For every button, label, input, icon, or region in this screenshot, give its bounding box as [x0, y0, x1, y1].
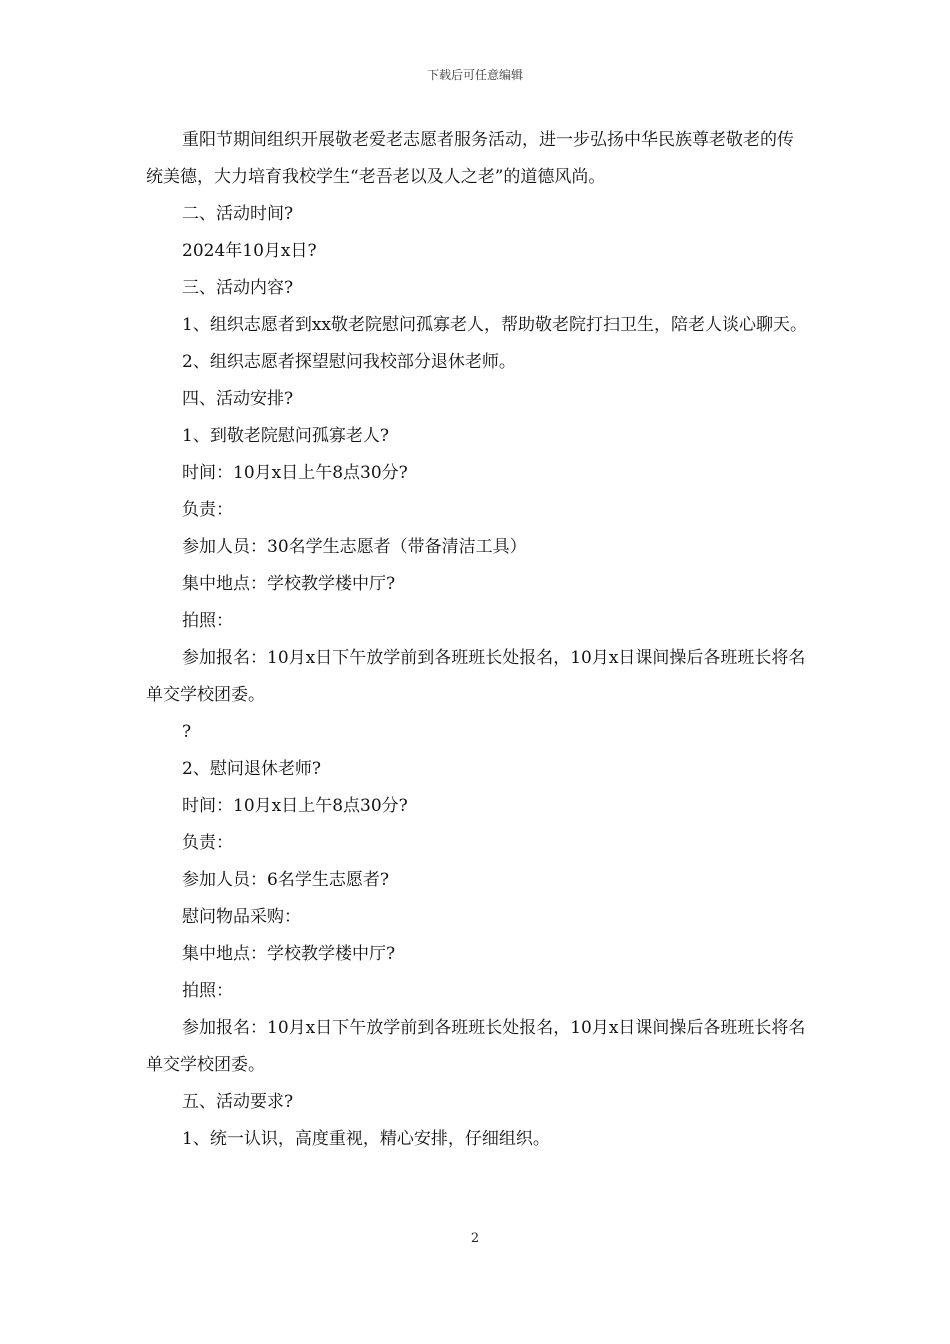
field-participants-1: 参加人员：30名学生志愿者（带备清洁工具） — [182, 537, 527, 557]
field-time-1: 时间：10月x日上午8点30分? — [182, 463, 408, 483]
field-location-1: 集中地点：学校教学楼中厅? — [182, 574, 396, 594]
paragraph-requirement-1: 1、统一认识，高度重视，精心安排，仔细组织。 — [182, 1129, 550, 1149]
field-photo-1: 拍照： — [182, 611, 233, 631]
paragraph-date: 2024年10月x日? — [182, 241, 317, 261]
paragraph-content-1: 1、组织志愿者到xx敬老院慰问孤寡老人，帮助敬老院打扫卫生，陪老人谈心聊天。 — [182, 315, 807, 335]
page-number: 2 — [470, 1231, 480, 1246]
field-photo-2: 拍照： — [182, 981, 233, 1001]
section-heading-content: 三、活动内容? — [182, 278, 294, 298]
page-header: 下载后可任意编辑 — [426, 68, 523, 82]
section-heading-time: 二、活动时间? — [182, 204, 294, 224]
subheading-retired-teachers: 2、慰问退休老师? — [182, 759, 321, 779]
section-heading-requirements: 五、活动要求? — [182, 1092, 294, 1112]
field-signup-2: 参加报名：10月x日下午放学前到各班班长处报名，10月x日课间操后各班班长将名单交学校团委。 — [146, 1018, 806, 1075]
field-participants-2: 参加人员：6名学生志愿者? — [182, 870, 389, 890]
field-time-2: 时间：10月x日上午8点30分? — [182, 796, 408, 816]
section-heading-arrangement: 四、活动安排? — [182, 389, 294, 409]
subheading-nursing-home: 1、到敬老院慰问孤寡老人? — [182, 426, 389, 446]
field-signup-1: 参加报名：10月x日下午放学前到各班班长处报名，10月x日课间操后各班班长将名单交学校团委。 — [146, 648, 806, 705]
paragraph-content-2: 2、组织志愿者探望慰问我校部分退休老师。 — [182, 352, 516, 372]
field-responsible-2: 负责： — [182, 833, 233, 853]
document-body — [146, 122, 810, 1158]
field-responsible-1: 负责： — [182, 500, 233, 520]
field-location-2: 集中地点：学校教学楼中厅? — [182, 944, 396, 964]
paragraph-placeholder: ? — [182, 722, 192, 742]
paragraph-intro: 重阳节期间组织开展敬老爱老志愿者服务活动，进一步弘扬中华民族尊老敬老的传统美德，大力培育我校学生“老吾老以及人之老”的道德风尚。 — [146, 130, 794, 187]
field-purchase-2: 慰问物品采购： — [182, 907, 301, 927]
